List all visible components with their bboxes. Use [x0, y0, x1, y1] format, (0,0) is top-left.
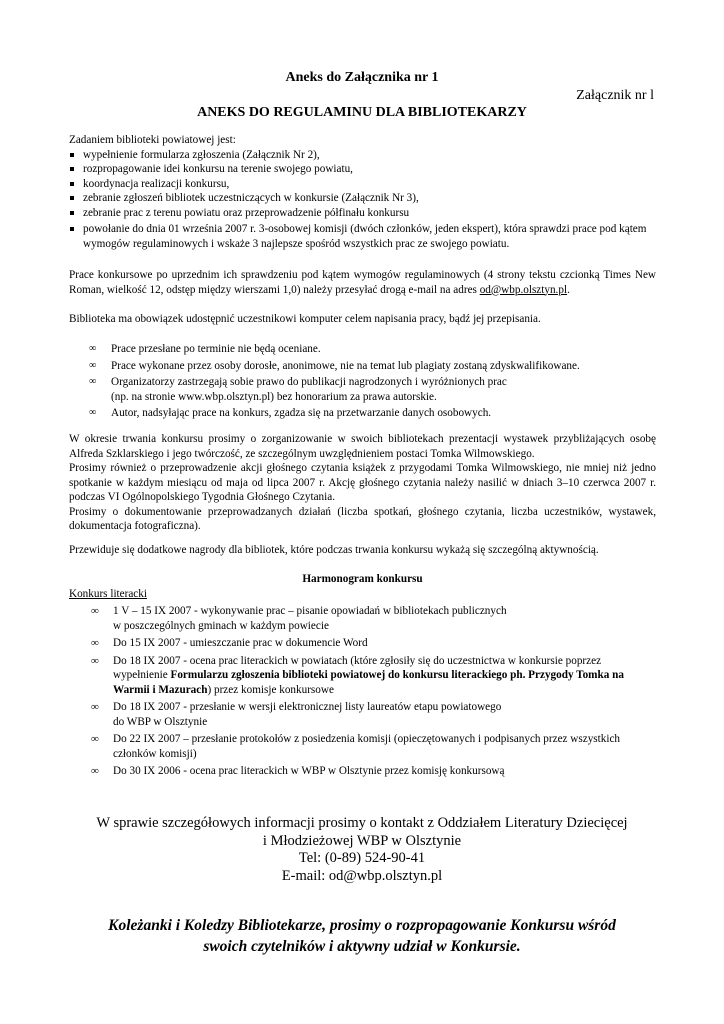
prizes-paragraph: Przewiduje się dodatkowe nagrody dla bibliotek, które podczas trwania konkursu wykażą się szczególną aktywnością. [69, 544, 599, 556]
list-item: ∞ Do 18 IX 2007 - przesłanie w wersji elektronicznej listy laureatów etapu powiatowego do WBP w Olsztynie [91, 701, 502, 728]
list-item: ∞ Prace wykonane przez osoby dorosłe, anonimowe, nie na temat lub plagiaty zostaną zdyskwalifikowane. [89, 359, 580, 372]
contact-email: E-mail: od@wbp.olsztyn.pl [281, 867, 443, 884]
documentation-paragraph: Prosimy o dokumentowanie przeprowadzanych działań (liczba spotkań, głośnego czytania, liczba uczestników, wystawek, dokumentacja fotograficzna). [69, 505, 656, 532]
schedule-list [69, 604, 656, 779]
list-item: zebranie zgłoszeń bibliotek uczestniczących w konkursie (Załącznik Nr 3), [69, 191, 656, 206]
submission-paragraph: Prace konkursowe po uprzednim ich sprawdzeniu pod kątem wymogów regulaminowych (4 strony tekstu czcionką Times New Roman, wielkość 12, odstęp między wierszami 1,0) należy przesyłać drogą e-mail na adres od@wbp.olsztyn.pl. [69, 269, 656, 296]
contact-line-1: W sprawie szczegółowych informacji prosimy o kontakt z Oddziałem Literatury Dziecięcej [96, 815, 628, 831]
schedule-section [69, 572, 656, 779]
list-item: ∞ Autor, nadsyłając prace na konkurs, zgadza się na przetwarzanie danych osobowych. [89, 407, 492, 419]
bullet-icon [70, 182, 74, 186]
list-item: ∞ Prace przesłane po terminie nie będą oceniane. [89, 343, 321, 355]
infinity-bullet-icon: ∞ [91, 654, 99, 667]
rules-section [69, 342, 656, 421]
reading-paragraph: Prosimy również o przeprowadzenie akcji głośnego czytania książek z przygodami Tomka Wilmowskiego, nie mniej niż jedno spotkanie w każdym miesiącu od maja od lipca 2007 r. Akcję głośnego czytania należy nasilić w dniach 3–10 czerwca 2007 r. podczas VI Ogólnopolskiego Tygodnia Głośnego Czytania. [69, 462, 656, 503]
tasks-intro: Zadaniem biblioteki powiatowej jest: [69, 134, 236, 146]
rules-list [69, 342, 656, 421]
contact-line-2: i Młodzieżowej WBP w Olsztynie [262, 832, 462, 849]
bullet-icon [70, 211, 74, 215]
tasks-list [69, 148, 656, 252]
infinity-bullet-icon: ∞ [89, 343, 97, 354]
list-item: wypełnienie formularza zgłoszenia (Załącznik Nr 2), [69, 148, 656, 163]
infinity-bullet-icon: ∞ [91, 637, 99, 649]
tasks-section [69, 133, 656, 251]
email-link[interactable]: od@wbp.olsztyn.pl [479, 283, 568, 296]
infinity-bullet-icon: ∞ [91, 765, 99, 777]
bullet-icon [70, 196, 74, 200]
infinity-bullet-icon: ∞ [89, 376, 97, 387]
list-item: ∞ Do 15 IX 2007 - umieszczanie prac w dokumencie Word [91, 637, 368, 649]
list-item: ∞ Do 18 IX 2007 - ocena prac literackich w powiatach (które zgłosiły się do uczestnictwa w konkursie poprzez wypełnienie Formularzu zgłoszenia biblioteki powiatowej do konkursu literackiego ph. Przygody Tomka na Warmii i Mazurach) przez komisje konkursowe [91, 654, 624, 696]
bullet-icon [70, 227, 74, 231]
list-item-continuation: (np. na stronie www.wbp.olsztyn.pl) bez honorarium za prawa autorskie. [111, 390, 437, 403]
contact-phone: Tel: (0-89) 524-90-41 [298, 850, 426, 866]
attachment-label: Załącznik nr l [576, 88, 654, 103]
bullet-icon [70, 153, 74, 157]
list-item: rozpropagowanie idei konkursu na terenie swojego powiatu, [69, 162, 656, 177]
schedule-heading: Harmonogram konkursu [302, 573, 423, 585]
schedule-subheading: Konkurs literacki [69, 587, 147, 600]
list-item: ∞ Do 22 IX 2007 – przesłanie protokołów z posiedzenia komisji (opieczętowanych i podpisanych przez wszystkich członków komisji) [91, 733, 621, 760]
activities-section [69, 432, 656, 534]
exhibitions-paragraph: W okresie trwania konkursu prosimy o zorganizowanie w swoich bibliotekach prezentacji wystawek przybliżających osobę Alfreda Szklarskiego i jego twórczość, ze szczególnym uwzględnieniem postaci Tomka Wilmowskiego. [69, 433, 656, 460]
computer-paragraph: Biblioteka ma obowiązek udostępnić uczestnikowi komputer celem napisania pracy, bądź jej przepisania. [69, 313, 541, 325]
infinity-bullet-icon: ∞ [91, 701, 99, 713]
closing-appeal: Koleżanki i Koledzy Bibliotekarze, prosimy o rozpropagowanie Konkursu wśród swoich czytelników i aktywny udział w Konkursie. [108, 917, 616, 955]
infinity-bullet-icon: ∞ [89, 359, 97, 371]
infinity-bullet-icon: ∞ [89, 407, 97, 418]
list-item: ∞ Organizatorzy zastrzegają sobie prawo do publikacji nagrodzonych i wyróżnionych prac [89, 376, 507, 388]
list-item: koordynacja realizacji konkursu, [69, 177, 656, 192]
contact-block [0, 815, 724, 885]
list-item: ∞ 1 V – 15 IX 2007 - wykonywanie prac – pisanie opowiadań w bibliotekach publicznych w poszczególnych gminach w każdym powiecie [91, 605, 507, 632]
infinity-bullet-icon: ∞ [91, 733, 99, 745]
bullet-icon [70, 167, 74, 171]
list-item: ∞ Do 30 IX 2006 - ocena prac literackich w WBP w Olsztynie przez komisję konkursową [91, 765, 505, 777]
annex-title: Aneks do Załącznika nr 1 [285, 70, 439, 85]
list-item: powołanie do dnia 01 września 2007 r. 3-osobowej komisji (dwóch członków, jeden ekspert), która sprawdzi prace pod kątem wymogów regulaminowych i wskaże 3 najlepsze spośród wszystkich prac ze swojego powiatu. [69, 222, 656, 251]
infinity-bullet-icon: ∞ [91, 605, 99, 617]
list-item: zebranie prac z terenu powiatu oraz przeprowadzenie półfinału konkursu [69, 206, 656, 221]
annex-subtitle: ANEKS DO REGULAMINU DLA BIBLIOTEKARZY [197, 105, 527, 120]
